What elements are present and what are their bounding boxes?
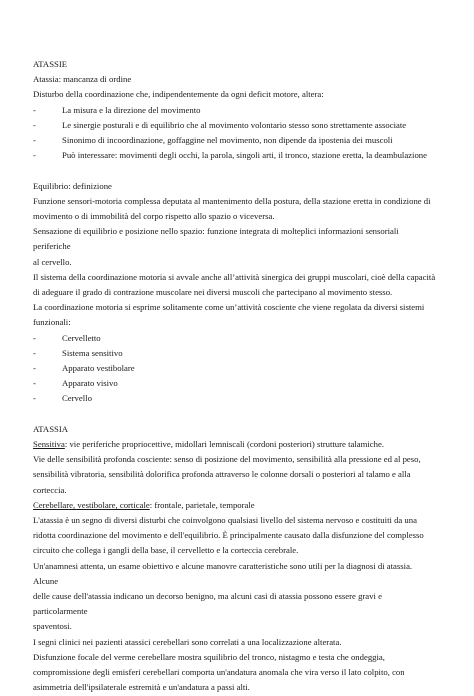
paragraph-line: Il sistema della coordinazione motoria si avvale anche all’attività sinergica dei gruppi muscolari, cioè della capacità — [33, 271, 436, 282]
bullet-dash: - — [33, 347, 36, 358]
list-item — [33, 103, 438, 118]
paragraph-line — [33, 437, 438, 452]
term-sensitiva: Sensitiva — [33, 439, 65, 450]
bullet-dash: - — [33, 135, 36, 146]
list-item-text: Sistema sensitivo — [62, 347, 123, 358]
paragraph-line: compromissione degli emisferi cerebellari comporta un'andatura anomala che vira verso il lato colpito, con — [33, 667, 405, 678]
list-item-text: Le sinergie posturali e di equilibrio che al movimento volontario stesso sono strettamente associate — [62, 119, 407, 130]
paragraph-line: L'atassia è un segno di diversi disturbi che coinvolgono qualsiasi livello del sistema nervoso e costituiti da una — [33, 515, 417, 526]
bullet-dash: - — [33, 393, 36, 404]
list-item — [33, 376, 438, 391]
list-item-text: Cervello — [62, 393, 92, 404]
paragraph-line: funzionali: — [33, 317, 71, 328]
list-item-text: La misura e la direzione del movimento — [62, 104, 201, 115]
list-item — [33, 331, 438, 346]
paragraph-line: Funzione sensori-motoria complessa deputata al mantenimento della postura, della stazione eretta in condizione di — [33, 195, 431, 206]
paragraph: Disturbo della coordinazione che, indipendentemente da ogni deficit motore, altera: — [33, 89, 324, 100]
list-item-text: Apparato visivo — [62, 378, 118, 389]
paragraph-line: La coordinazione motoria si esprime solitamente come un’attività cosciente che viene regolata da diversi sistemi — [33, 302, 425, 313]
paragraph-line: Sensazione di equilibrio e posizione nello spazio: funzione integrata di molteplici informazioni sensoriali periferiche — [33, 226, 399, 252]
bullet-dash: - — [33, 150, 36, 161]
paragraph-line: Disfunzione focale del verme cerebellare mostra squilibrio del tronco, nistagmo e testa che ondeggia, — [33, 651, 385, 662]
spacer — [33, 407, 438, 422]
term-description: : vie periferiche propriocettive, midollari lemniscali (cordoni posteriori) strutture talamiche. — [64, 439, 385, 450]
paragraph-line: di adeguare il grado di contrazione muscolare nei diversi muscoli che partecipano al movimento stesso. — [33, 287, 393, 298]
list-item-text: Apparato vestibolare — [62, 363, 135, 374]
list-item-text: Cervelletto — [62, 332, 101, 343]
list-item — [33, 133, 438, 148]
list-item-text: Sinonimo di incoordinazione, goffaggine nel movimento, non dipende da ipostenia dei muscoli — [62, 135, 393, 146]
paragraph-line: Un'anamnesi attenta, un esame obiettivo e alcune manovre caratteristiche sono utili per la diagnosi di atassia. Alcune — [33, 560, 413, 586]
bullet-list — [33, 103, 438, 164]
paragraph-line: ridotta coordinazione del movimento e dell'equilibrio. È principalmente causato dalla disfunzione del complesso — [33, 530, 424, 541]
list-item — [33, 346, 438, 361]
bullet-dash: - — [33, 378, 36, 389]
bullet-dash: - — [33, 104, 36, 115]
section-title-atassie: ATASSIE — [33, 59, 68, 69]
section-title-equilibrio: Equilibrio: definizione — [33, 180, 112, 191]
paragraph-line — [33, 498, 438, 513]
list-item-text: Può interessare: movimenti degli occhi, la parola, singoli arti, il tronco, stazione eretta, la deambulazione — [62, 150, 427, 161]
section-title-atassia: ATASSIA — [33, 423, 69, 434]
paragraph-line: corteccia. — [33, 484, 67, 495]
bullet-dash: - — [33, 119, 36, 130]
paragraph-line: spaventosi. — [33, 621, 72, 632]
bullet-dash: - — [33, 332, 36, 343]
paragraph-line: al cervello. — [33, 256, 72, 267]
list-item — [33, 118, 438, 133]
list-item — [33, 148, 438, 163]
term-cerebellare: Cerebellare, vestibolare, corticale — [33, 499, 150, 510]
paragraph-line: asimmetria dell'ipsilaterale estremità e un'andatura a passi alti. — [33, 682, 250, 693]
bullet-list — [33, 331, 438, 407]
paragraph-line: movimento o di immobilità del corpo rispetto allo spazio o viceversa. — [33, 211, 275, 222]
list-item — [33, 391, 438, 406]
list-item — [33, 361, 438, 376]
paragraph-line: sensibilità vibratoria, sensibilità dolorifica profonda attraverso le colonne dorsali o posteriori al talamo e alla — [33, 469, 411, 480]
spacer — [33, 163, 438, 178]
paragraph: Atassia: mancanza di ordine — [33, 74, 132, 85]
term-description: : frontale, parietale, temporale — [149, 499, 255, 510]
paragraph-line: Vie delle sensibilità profonda cosciente: senso di posizione del movimento, sensibilità alla pressione ed al peso, — [33, 454, 421, 465]
bullet-dash: - — [33, 363, 36, 374]
paragraph-line: circuito che collega i gangli della base, il cervelletto e la corteccia cerebrale. — [33, 545, 299, 556]
paragraph-line: delle cause dell'atassia indicano un decorso benigno, ma alcuni casi di atassia possono essere gravi e particolarmente — [33, 591, 382, 617]
paragraph-line: I segni clinici nei pazienti atassici cerebellari sono correlati a una localizzazione alterata. — [33, 636, 342, 647]
